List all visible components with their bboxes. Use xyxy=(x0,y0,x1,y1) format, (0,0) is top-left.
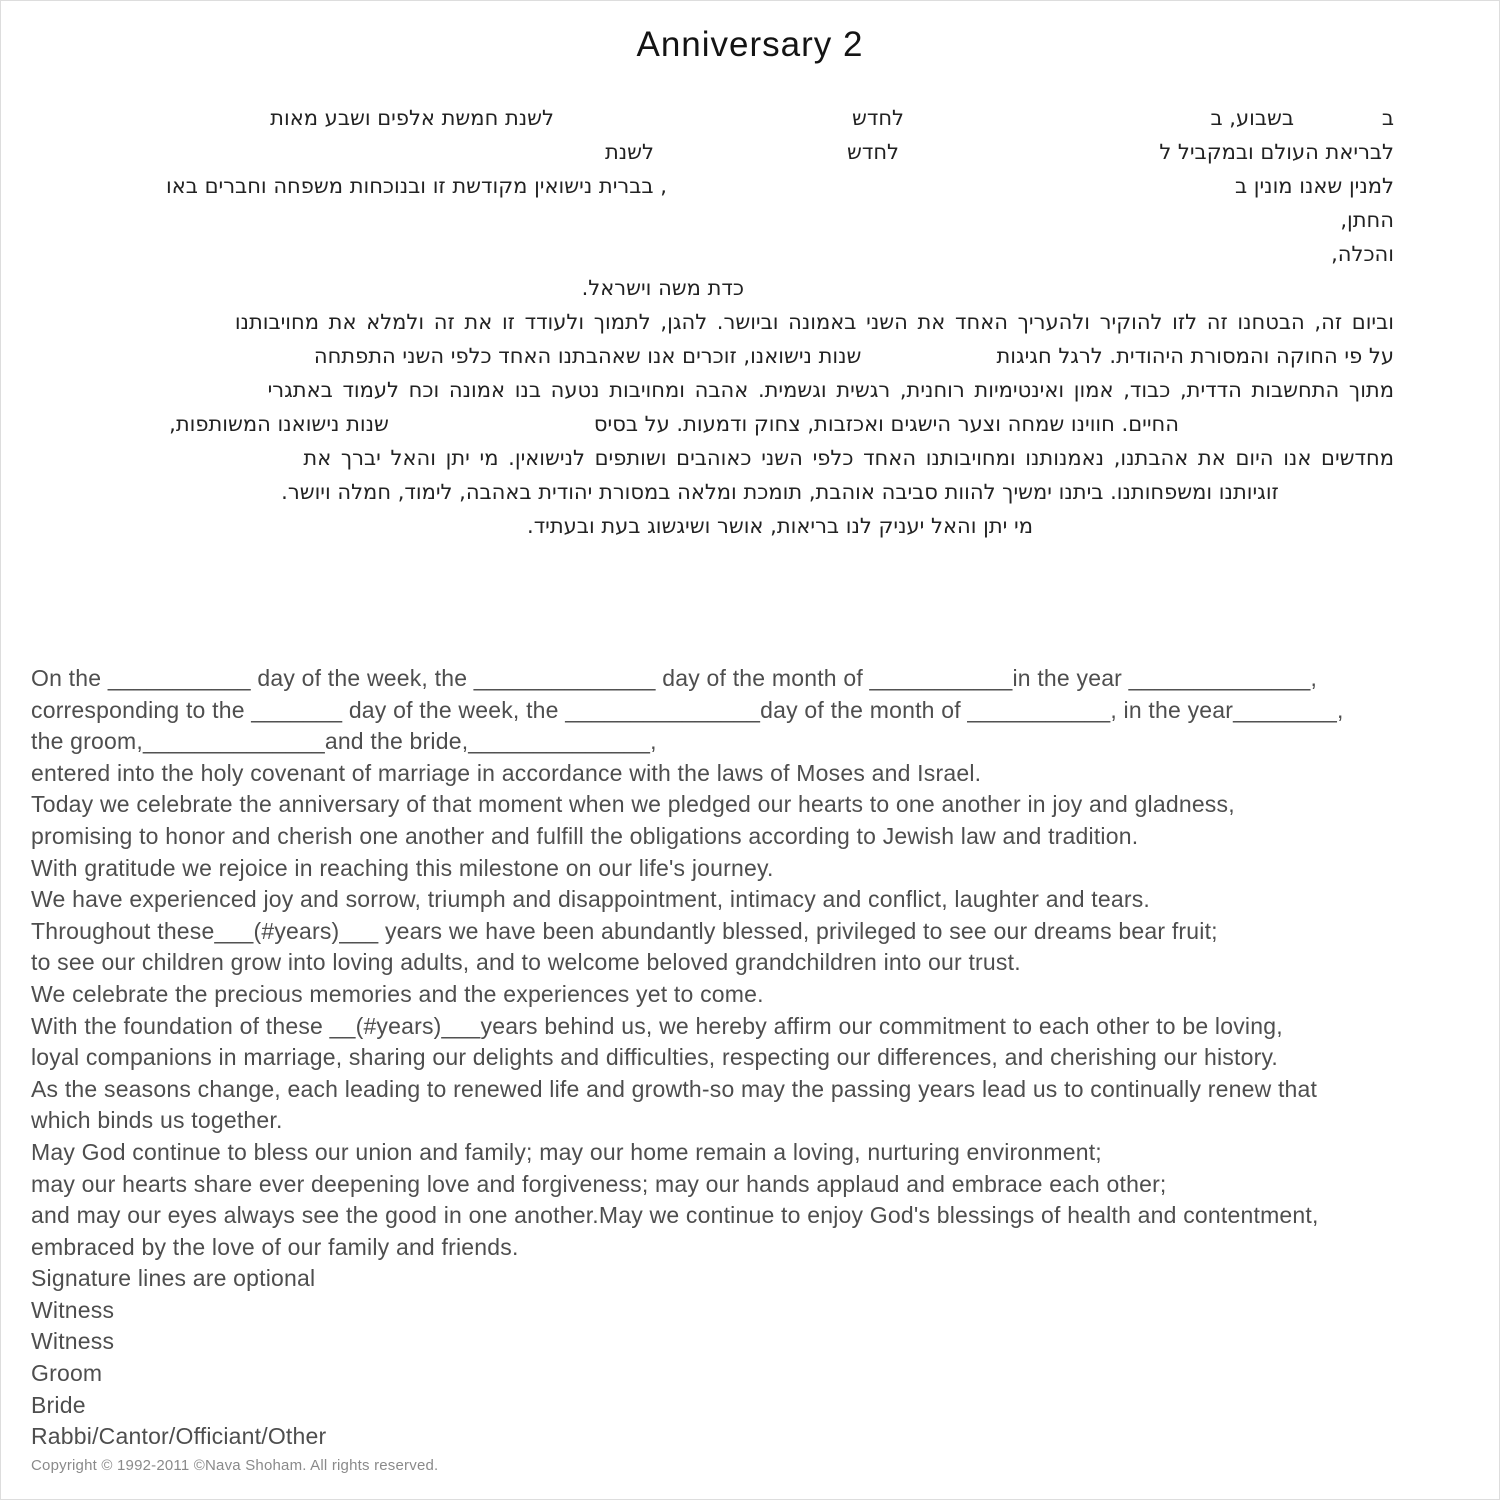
hebrew-month-label-2: לחדש xyxy=(847,140,899,164)
english-line: embraced by the love of our family and friends. xyxy=(31,1233,519,1260)
hebrew-date-line-3 xyxy=(166,169,1394,203)
hebrew-count-label: למנין שאנו מונין ב xyxy=(1234,174,1394,198)
english-line: We celebrate the precious memories and the experiences yet to come. xyxy=(31,980,764,1007)
hebrew-paragraph-line-4 xyxy=(166,407,1394,441)
hebrew-law-line xyxy=(166,271,1394,305)
hebrew-paragraph-line-2 xyxy=(166,339,1394,373)
english-line: We have experienced joy and sorrow, triumph and disappointment, intimacy and conflict, laughter and tears. xyxy=(31,886,1151,913)
hebrew-date-line-2 xyxy=(166,135,1394,169)
hebrew-bride-label: והכלה, xyxy=(1331,242,1394,266)
english-line-date-1: On the ___________ day of the week, the ______________ day of the month of ___________in the year ______________, xyxy=(31,665,1318,691)
hebrew-groom-line xyxy=(166,203,1394,237)
english-line: may our hearts share ever deepening love and forgiveness; may our hands applaud and embrace each other; xyxy=(31,1170,1167,1197)
signature-label-bride: Bride xyxy=(31,1391,86,1418)
english-line: promising to honor and cherish one another and fulfill the obligations according to Jewish law and tradition. xyxy=(31,822,1139,849)
english-line-date-2: corresponding to the _______ day of the week, the _______________day of the month of ___________, in the year________, xyxy=(31,696,1344,723)
hebrew-bride-line xyxy=(166,237,1394,271)
hebrew-par2-end: שנות נישואנו, זוכרים אנו שאהבתנו האחד כלפי השני התפתחה xyxy=(313,344,862,368)
hebrew-year-words: לשנת חמשת אלפים ושבע מאות xyxy=(270,106,554,130)
fill-in-blank xyxy=(861,362,996,363)
hebrew-date-line-1 xyxy=(166,101,1394,135)
signature-note: Signature lines are optional xyxy=(31,1265,316,1292)
hebrew-paragraph-line-7: מי יתן והאל יעניק לנו בריאות, אושר ושיגשוג בעת ובעתיד. xyxy=(527,514,1033,538)
signature-label-groom: Groom xyxy=(31,1360,103,1387)
english-line: to see our children grow into loving adults, and to welcome beloved grandchildren into our trust. xyxy=(31,949,1021,976)
signature-label-officiant: Rabbi/Cantor/Officiant/Other xyxy=(31,1423,327,1450)
hebrew-par4-end: שנות נישואנו המשותפות, xyxy=(169,412,389,436)
english-line: loyal companions in marriage, sharing our delights and difficulties, respecting our differences, and cherishing our history. xyxy=(31,1044,1279,1071)
hebrew-section xyxy=(166,101,1394,543)
english-section xyxy=(31,663,1481,1453)
english-line: Today we celebrate the anniversary of that moment when we pledged our hearts to one another in joy and gladness, xyxy=(31,791,1235,818)
hebrew-creation-label: לבריאת העולם ובמקביל ל xyxy=(1159,140,1394,164)
hebrew-groom-label: החתן, xyxy=(1340,208,1394,232)
fill-in-blank xyxy=(389,430,594,431)
english-line: entered into the holy covenant of marriage in accordance with the laws of Moses and Israel. xyxy=(31,759,982,786)
hebrew-paragraph-line-6: זוגיותנו ומשפחותנו. ביתנו ימשיך להוות סביבה אוהבת, תומכת ומלאה במסורת יהודית באהבה, לימוד, חמלה ויושר. xyxy=(281,480,1279,504)
english-line-years-2: With the foundation of these __(#years)___years behind us, we hereby affirm our commitment to each other to be loving, xyxy=(31,1012,1283,1039)
hebrew-year-label-2: לשנת xyxy=(604,140,654,164)
hebrew-month-label: לחדש xyxy=(852,106,904,130)
english-line: which binds us together. xyxy=(31,1107,283,1134)
hebrew-par2-start: על פי החוקה והמסורת היהודית. לרגל חגיגות xyxy=(996,344,1394,368)
footer-copyright: Copyright © 1992-2011 ©Nava Shoham. All rights reserved. xyxy=(31,1457,439,1474)
signature-label-witness-1: Witness xyxy=(31,1296,115,1323)
hebrew-week-label: בשבוע, ב xyxy=(1210,106,1294,130)
hebrew-covenant-label: , בברית נישואין מקודשת זו ובנוכחות משפחה וחברים באו xyxy=(166,174,667,198)
page-title: Anniversary 2 xyxy=(636,25,864,64)
hebrew-day-prefix: ב xyxy=(1381,106,1394,130)
english-line: As the seasons change, each leading to renewed life and growth-so may the passing years lead us to continually renew that xyxy=(31,1075,1318,1102)
hebrew-paragraph-line-3: מתוך התחשבות הדדית, כבוד, אמון ואינטימיות רוחנית, רגשית וגשמית. אהבה ומחויבות נטעה בנו אמונה וכח לעמוד באתגרי xyxy=(267,378,1394,402)
hebrew-paragraph-line-5: מחדשים אנו היום את אהבתנו, נאמנותנו ומחויבותנו האחד כלפי השני כאוהבים ושותפים לנישואין. מי יתן והאל יברך את xyxy=(303,446,1394,470)
english-line-years-1: Throughout these___(#years)___ years we have been abundantly blessed, privileged to see our dreams bear fruit; xyxy=(31,917,1218,944)
english-line: and may our eyes always see the good in one another.May we continue to enjoy God's blessings of health and contentment, xyxy=(31,1202,1319,1229)
english-line-names: the groom,______________and the bride,______________, xyxy=(31,728,657,755)
hebrew-law-text: כדת משה וישראל. xyxy=(581,276,744,300)
english-line: With gratitude we rejoice in reaching this milestone on our life's journey. xyxy=(31,854,774,881)
hebrew-paragraph-line-1: וביום זה, הבטחנו זה לזו להוקיר ולהעריך האחד את השני באמונה וביושר. להגן, לתמוך ולעודד זו את זה ולמלא את מחויבותנו xyxy=(234,310,1394,334)
english-line: May God continue to bless our union and family; may our home remain a loving, nurturing environment; xyxy=(31,1138,1102,1165)
hebrew-par4-start: החיים. חווינו שמחה וצער הישגים ואכזבות, צחוק ודמעות. על בסיס xyxy=(593,412,1179,436)
signature-label-witness-2: Witness xyxy=(31,1328,115,1355)
